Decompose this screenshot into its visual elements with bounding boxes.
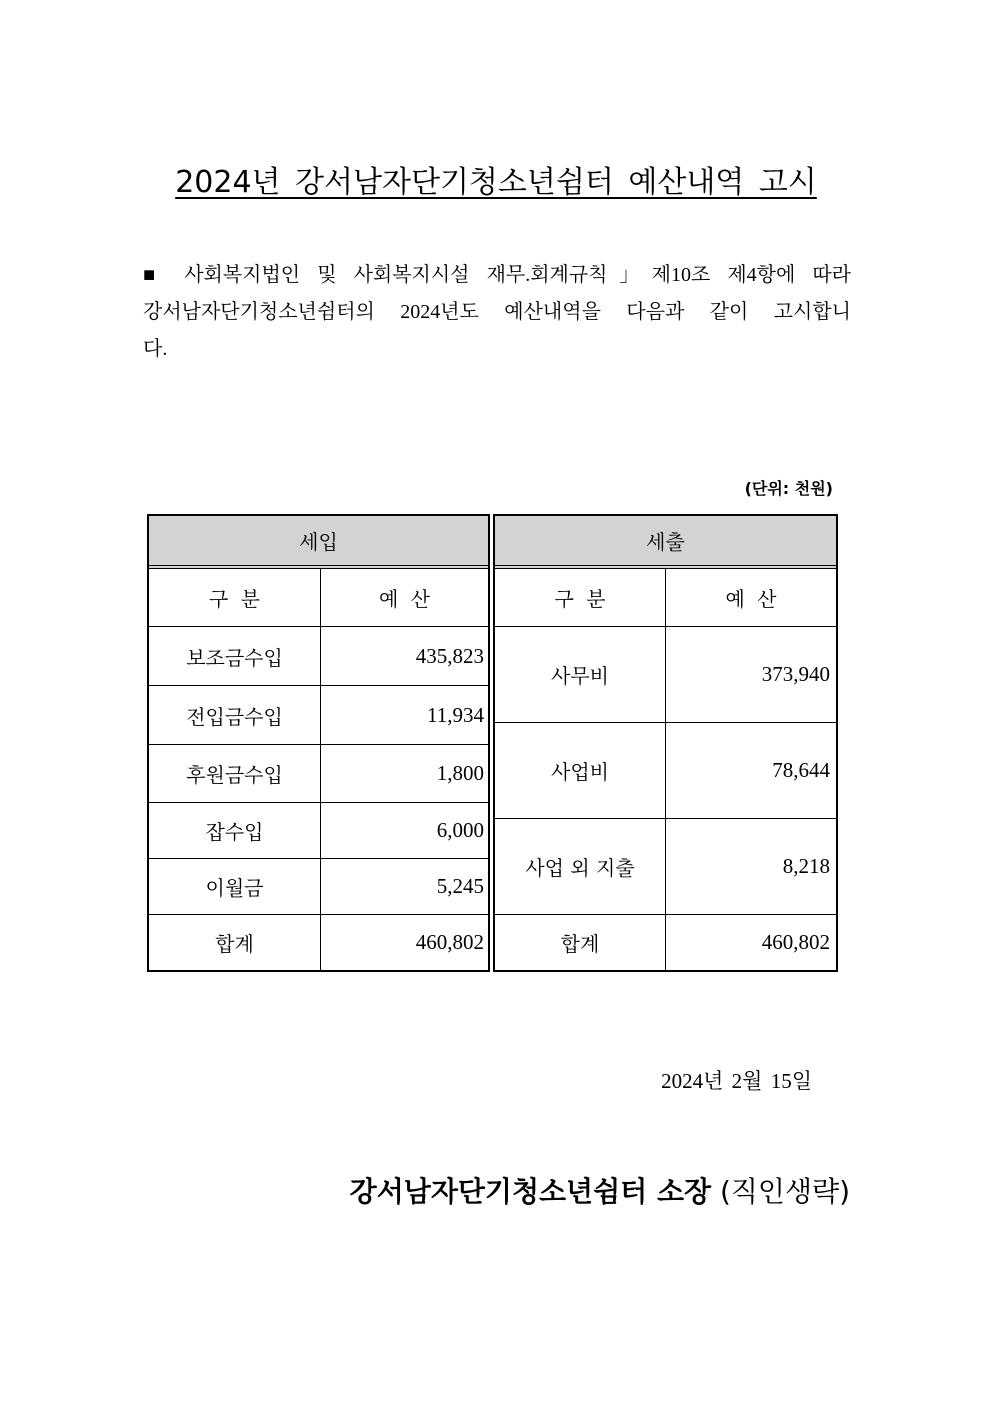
page-title-text: 2024년 강서남자단기청소년쉼터 예산내역 고시 [175,165,817,200]
row-amount: 373,940 [761,662,830,686]
column-header-row [149,569,488,627]
intro-paragraph [143,257,851,368]
row-item-label: 사무비 [495,627,666,722]
expenditure-table [493,514,838,972]
table-row [495,819,836,915]
intro-line: 다. [143,338,168,360]
row-amount: 11,934 [427,702,484,727]
column-header-category: 구 분 [495,569,666,626]
row-amount: 8,218 [782,854,830,878]
row-item-label: 이월금 [149,859,321,914]
row-item-label: 잡수입 [149,803,321,858]
total-label: 합계 [495,915,666,970]
row-amount: 435,823 [415,643,484,668]
page-title [0,164,992,202]
row-amount: 1,800 [436,761,484,785]
table-row [149,686,488,745]
total-label: 합계 [149,915,321,970]
row-item-label: 후원금수입 [149,745,321,802]
table-row [149,803,488,859]
column-header-category: 구 분 [149,569,321,626]
total-row [495,915,836,970]
table-row [149,745,488,803]
column-header-budget: 예 산 [379,587,430,611]
intro-line: 강서남자단기청소년쉼터의 2024년도 예산내역을 다음과 같이 고시합니 [143,301,851,323]
row-item-label: 전입금수입 [149,686,321,744]
table-row [149,627,488,686]
expenditure-header: 세출 [495,516,836,569]
signature-name: 강서남자단기청소년쉼터 소장 [349,1175,712,1208]
column-header-row [495,569,836,627]
total-amount: 460,802 [415,930,484,954]
row-item-label: 사업비 [495,723,666,818]
seal-note: (직인생략) [719,1175,850,1208]
table-row [149,859,488,915]
row-amount: 6,000 [436,818,484,842]
row-amount: 78,644 [772,758,830,782]
column-header-budget: 예 산 [725,587,777,611]
row-amount: 5,245 [436,874,484,898]
total-amount: 460,802 [761,930,830,954]
table-row [495,627,836,723]
notice-date: 2024년 2월 15일 [661,1069,812,1093]
table-row [495,723,836,819]
intro-line: ■ 사회복지법인 및 사회복지시설 재무.회계규칙」제10조 제4항에 따라 [143,264,851,286]
revenue-header: 세입 [149,516,488,569]
total-row [149,915,488,970]
row-item-label: 사업 외 지출 [495,819,666,914]
unit-note: (단위: 천원) [744,479,833,498]
row-item-label: 보조금수입 [149,627,321,685]
revenue-table [147,514,490,972]
signature-block [350,1173,850,1211]
